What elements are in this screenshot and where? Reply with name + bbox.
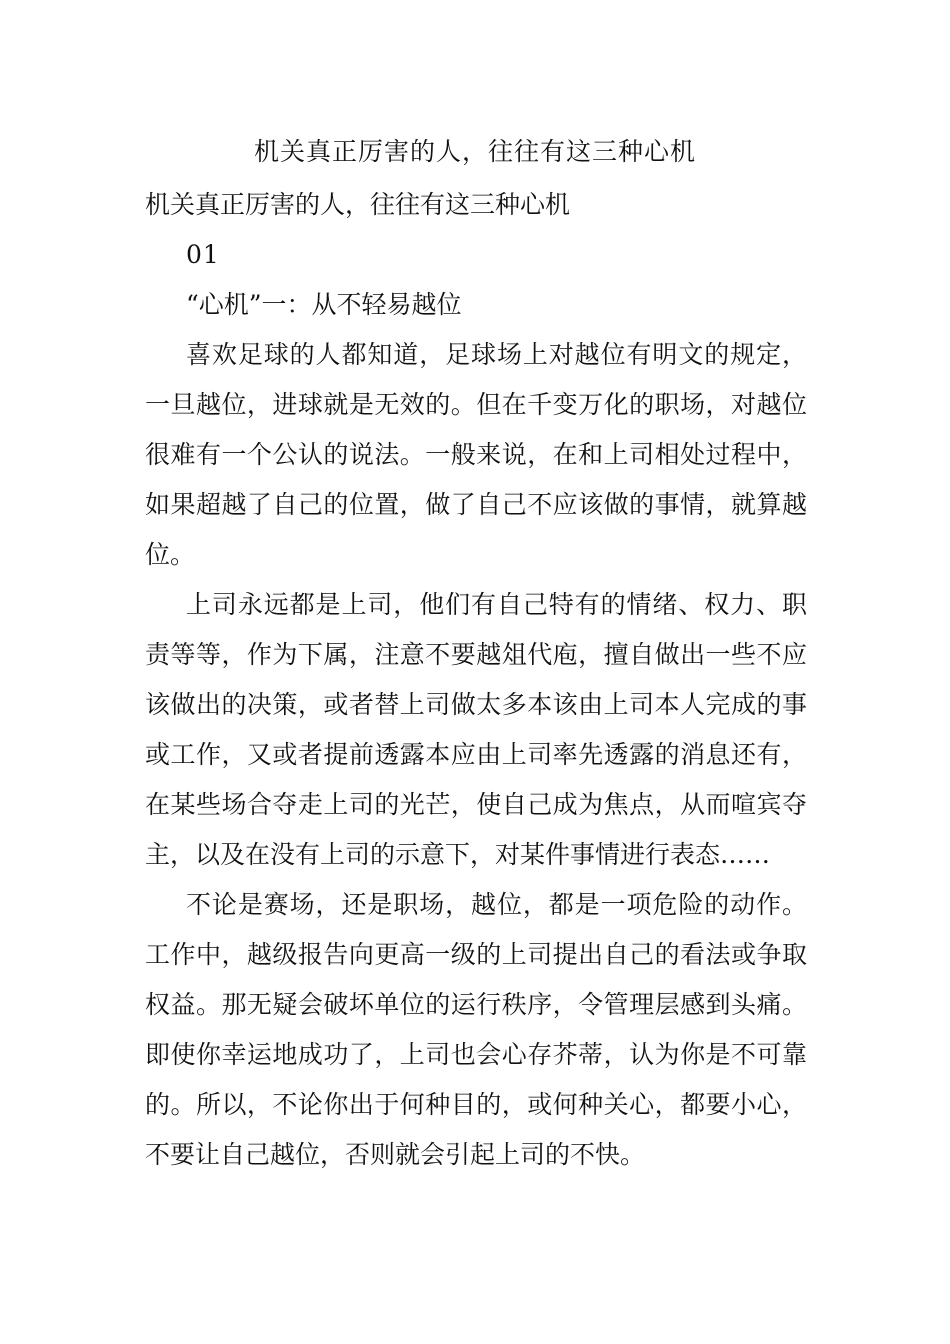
document-title: 机关真正厉害的人，往往有这三种心机 xyxy=(253,137,696,166)
document-body xyxy=(145,180,807,1180)
paragraph-1: 喜欢足球的人都知道，足球场上对越位有明文的规定，一旦越位，进球就是无效的。但在千变万化的职场，对越位很难有一个公认的说法。一般来说，在和上司相处过程中，如果超越了自己的位置，做了自己不应该做的事情，就算越位。 xyxy=(145,340,807,569)
document-subtitle: 机关真正厉害的人，往往有这三种心机 xyxy=(145,190,571,219)
paragraph-2: 上司永远都是上司，他们有自己特有的情绪、权力、职责等等，作为下属，注意不要越俎代庖，擅自做出一些不应该做出的决策，或者替上司做太多本该由上司本人完成的事或工作，又或者提前透露本应由上司率先透露的消息还有，在某些场合夺走上司的光芒，使自己成为焦点，从而喧宾夺主，以及在没有上司的示意下，对某件事情进行表态…… xyxy=(145,590,807,869)
section-heading: “心机”一：从不轻易越位 xyxy=(186,290,462,319)
section-number: 01 xyxy=(186,240,220,269)
paragraph-3: 不论是赛场，还是职场，越位，都是一项危险的动作。工作中，越级报告向更高一级的上司提出自己的看法或争取权益。那无疑会破坏单位的运行秩序，令管理层感到头痛。即使你幸运地成功了，上司也会心存芥蒂，认为你是不可靠的。所以，不论你出于何种目的，或何种关心，都要小心，不要让自己越位，否则就会引起上司的不快。 xyxy=(145,890,807,1169)
